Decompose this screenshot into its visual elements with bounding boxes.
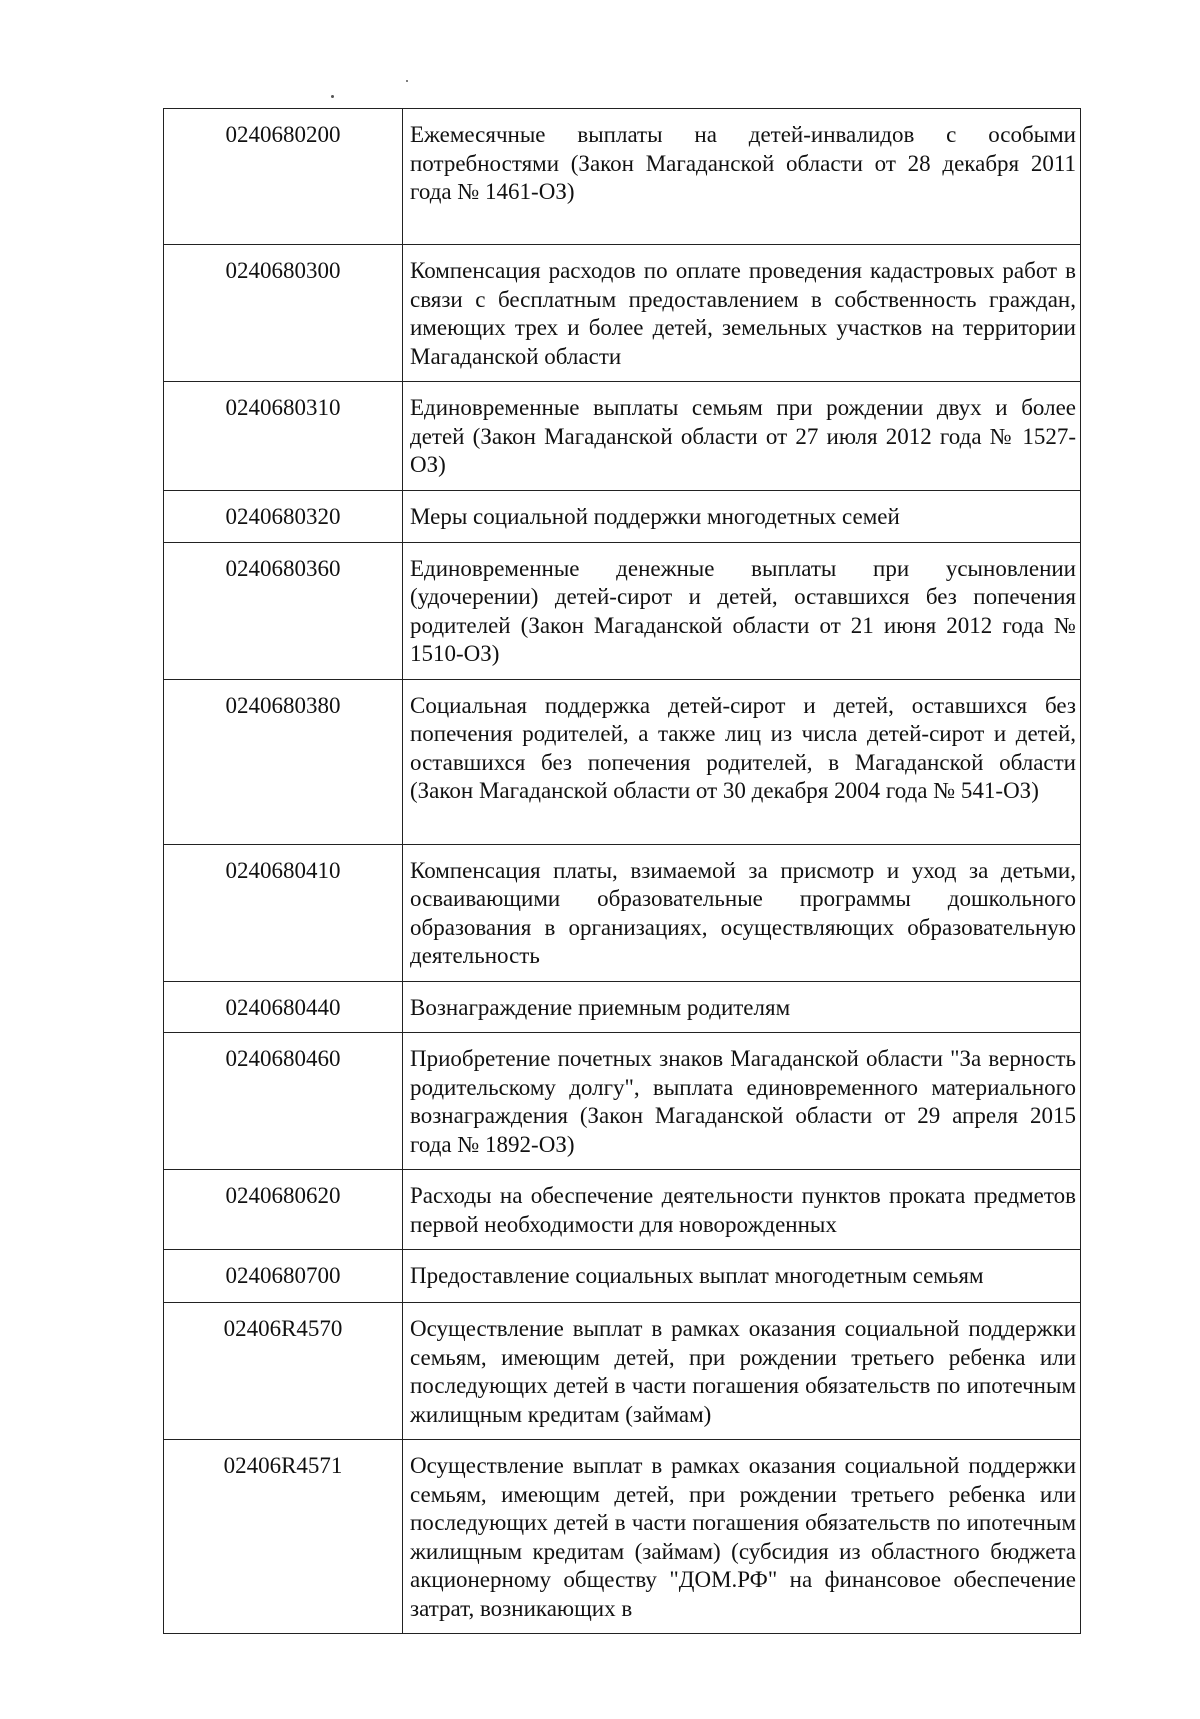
description-cell: Единовременные денежные выплаты при усыновлении (удочерении) детей-сирот и детей, оставшихся без попечения родителей (Закон Магаданской области от 21 июня 2012 года № 1510-ОЗ)	[403, 542, 1081, 679]
budget-codes-table	[163, 108, 1081, 1634]
code-cell: 0240680410	[164, 844, 403, 981]
code-cell: 02406R4571	[164, 1440, 403, 1634]
code-cell: 0240680380	[164, 679, 403, 844]
description-cell: Вознаграждение приемным родителям	[403, 981, 1081, 1033]
description-cell: Предоставление социальных выплат многодетным семьям	[403, 1250, 1081, 1303]
description-cell: Ежемесячные выплаты на детей-инвалидов с особыми потребностями (Закон Магаданской области от 28 декабря 2011 года № 1461-ОЗ)	[403, 109, 1081, 245]
table-row	[164, 1170, 1081, 1250]
table-row	[164, 1250, 1081, 1303]
table-row	[164, 382, 1081, 491]
table-row	[164, 490, 1081, 542]
description-cell: Компенсация расходов по оплате проведения кадастровых работ в связи с бесплатным предоставлением в собственность граждан, имеющих трех и более детей, земельных участков на территории Магаданской области	[403, 245, 1081, 382]
code-cell: 0240680360	[164, 542, 403, 679]
description-cell: Осуществление выплат в рамках оказания социальной поддержки семьям, имеющим детей, при рождении третьего ребенка или последующих детей в части погашения обязательств по ипотечным жилищным кредитам (займам)	[403, 1303, 1081, 1440]
table-row	[164, 844, 1081, 981]
table-row	[164, 1440, 1081, 1634]
description-cell: Компенсация платы, взимаемой за присмотр и уход за детьми, осваивающими образовательные программы дошкольного образования в организациях, осуществляющих образовательную деятельность	[403, 844, 1081, 981]
table-row	[164, 245, 1081, 382]
description-cell: Приобретение почетных знаков Магаданской области "За верность родительскому долгу", выплата единовременного материального вознаграждения (Закон Магаданской области от 29 апреля 2015 года № 1892-ОЗ)	[403, 1033, 1081, 1170]
description-cell: Меры социальной поддержки многодетных семей	[403, 490, 1081, 542]
description-cell: Единовременные выплаты семьям при рождении двух и более детей (Закон Магаданской области от 27 июля 2012 года № 1527-ОЗ)	[403, 382, 1081, 491]
code-cell: 0240680620	[164, 1170, 403, 1250]
table-row	[164, 1033, 1081, 1170]
code-cell: 0240680200	[164, 109, 403, 245]
scan-speck	[406, 80, 408, 82]
code-cell: 0240680460	[164, 1033, 403, 1170]
code-cell: 0240680440	[164, 981, 403, 1033]
table-row	[164, 1303, 1081, 1440]
code-cell: 0240680300	[164, 245, 403, 382]
description-cell: Расходы на обеспечение деятельности пунктов проката предметов первой необходимости для новорожденных	[403, 1170, 1081, 1250]
description-cell: Осуществление выплат в рамках оказания социальной поддержки семьям, имеющим детей, при рождении третьего ребенка или последующих детей в части погашения обязательств по ипотечным жилищным кредитам (займам) (субсидия из областного бюджета акционерному обществу "ДОМ.РФ" на финансовое обеспечение затрат, возникающих в	[403, 1440, 1081, 1634]
table-row	[164, 679, 1081, 844]
code-cell: 0240680310	[164, 382, 403, 491]
table-row	[164, 109, 1081, 245]
description-cell: Социальная поддержка детей-сирот и детей, оставшихся без попечения родителей, а также лиц из числа детей-сирот и детей, оставшихся без попечения родителей, в Магаданской области (Закон Магаданской области от 30 декабря 2004 года № 541-ОЗ)	[403, 679, 1081, 844]
code-cell: 0240680320	[164, 490, 403, 542]
code-cell: 02406R4570	[164, 1303, 403, 1440]
scan-speck	[331, 95, 334, 98]
table-row	[164, 981, 1081, 1033]
code-cell: 0240680700	[164, 1250, 403, 1303]
table-row	[164, 542, 1081, 679]
